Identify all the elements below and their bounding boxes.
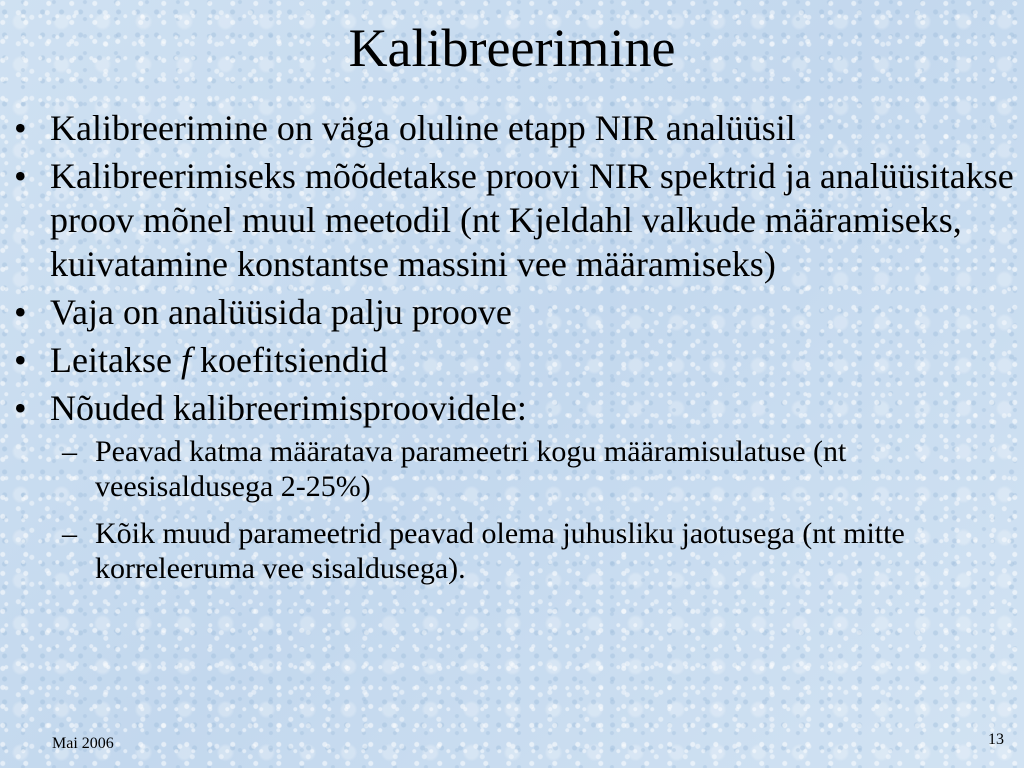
bullet-item <box>14 290 1014 334</box>
bullet-marker: • <box>14 292 27 332</box>
sub-bullet-list <box>50 434 1014 586</box>
bullet-item <box>14 106 1014 150</box>
bullet-marker: • <box>14 340 27 380</box>
bullet-text-after: koefitsiendid <box>190 340 388 380</box>
footer-date: Mai 2006 <box>52 735 114 752</box>
sub-bullet-marker: – <box>62 435 77 468</box>
sub-bullet-text: Peavad katma määratava parameetri kogu määramisulatuse (nt veesisaldusega 2-25%) <box>95 435 847 503</box>
bullet-item <box>14 386 1014 586</box>
slide-title: Kalibreerimine <box>348 18 676 78</box>
bullet-text: Kalibreerimine on väga oluline etapp NIR analüüsil <box>50 108 796 148</box>
bullet-item <box>14 338 1014 382</box>
bullet-marker: • <box>14 156 27 196</box>
bullet-text <box>50 340 388 380</box>
sub-bullet-text: Kõik muud parameetrid peavad olema juhusliku jaotusega (nt mitte korreleeruma vee sisaldusega). <box>95 517 905 585</box>
bullet-text: Vaja on analüüsida palju proove <box>50 292 512 332</box>
bullet-italic-symbol: f <box>180 340 191 380</box>
page-number: 13 <box>988 731 1004 748</box>
sub-bullet-item <box>50 516 1014 586</box>
bullet-text-before: Leitakse <box>50 340 181 380</box>
bullet-item <box>14 154 1014 286</box>
bullet-list <box>14 106 1014 598</box>
sub-bullet-item <box>50 434 1014 504</box>
bullet-text: Nõuded kalibreerimisproovidele: <box>50 388 527 428</box>
bullet-text: Kalibreerimiseks mõõdetakse proovi NIR spektrid ja analüüsitakse proov mõnel muul meetodil (nt Kjeldahl valkude määramiseks, kuivatamine konstantse massini vee määramiseks) <box>50 156 1014 284</box>
bullet-marker: • <box>14 108 27 148</box>
bullet-marker: • <box>14 388 27 428</box>
sub-bullet-marker: – <box>62 517 77 550</box>
